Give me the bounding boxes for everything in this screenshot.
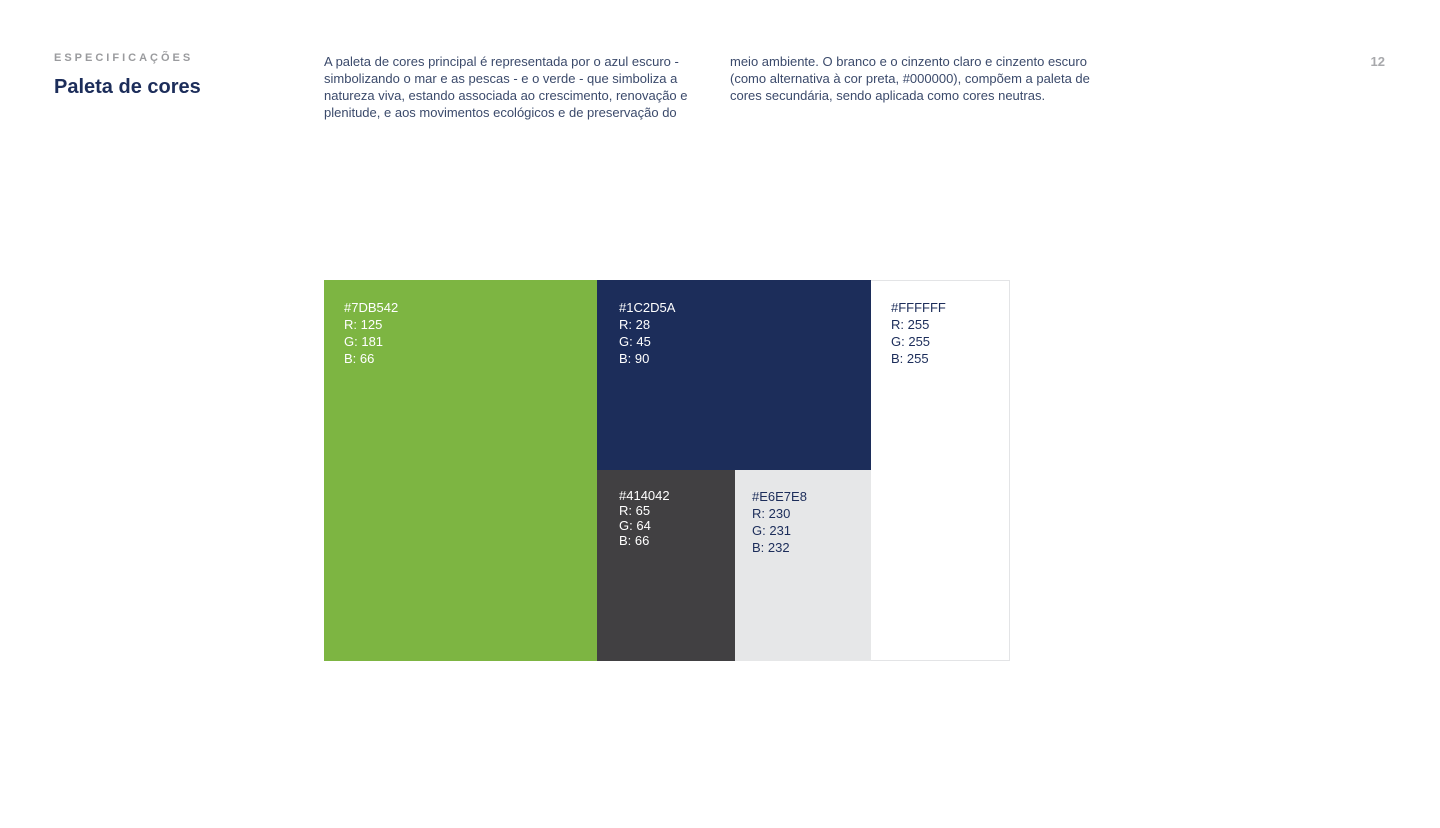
swatch-white-b: B: 255 [891, 351, 929, 366]
swatch-green-r: R: 125 [344, 317, 383, 332]
swatch-dark-gray-hex: #414042 [619, 488, 670, 503]
swatch-light-gray-r: R: 230 [752, 506, 791, 521]
page-number: 12 [1370, 54, 1385, 69]
body-text-column-2: meio ambiente. O branco e o cinzento claro e cinzento escuro (como alternativa à cor preta, #000000), compõem a paleta de cores secundária, sendo aplicada como cores neutras. [730, 54, 1090, 103]
swatch-dark-gray-b: B: 66 [619, 533, 650, 548]
swatch-light-gray-hex: #E6E7E8 [752, 489, 807, 504]
swatch-dark-gray-g: G: 64 [619, 518, 651, 533]
swatch-navy-g: G: 45 [619, 334, 651, 349]
swatch-green-b: B: 66 [344, 351, 375, 366]
swatch-navy-hex: #1C2D5A [619, 300, 676, 315]
swatch-white-hex: #FFFFFF [891, 300, 946, 315]
swatch-light-gray-g: G: 231 [752, 523, 792, 538]
swatch-dark-gray-r: R: 65 [619, 503, 651, 518]
swatch-light-gray [735, 470, 871, 661]
swatch-white [871, 280, 1010, 661]
swatch-navy [597, 280, 871, 470]
swatch-light-gray-b: B: 232 [752, 540, 790, 555]
swatch-navy-r: R: 28 [619, 317, 651, 332]
page-title: Paleta de cores [54, 76, 201, 98]
body-text-column-1: A paleta de cores principal é representada por o azul escuro - simbolizando o mar e as pescas - e o verde - que simboliza a natureza viva, estando associada ao crescimento, renovação e plenitude, e aos movimentos ecológicos e de preservação do [324, 54, 688, 120]
swatch-green [324, 280, 597, 661]
swatch-green-hex: #7DB542 [344, 300, 399, 315]
section-label: ESPECIFICAÇÕES [54, 52, 194, 64]
swatch-white-g: G: 255 [891, 334, 931, 349]
color-palette [324, 280, 1010, 661]
swatch-white-r: R: 255 [891, 317, 930, 332]
swatch-green-g: G: 181 [344, 334, 384, 349]
swatch-dark-gray [597, 470, 735, 661]
swatch-navy-b: B: 90 [619, 351, 650, 366]
